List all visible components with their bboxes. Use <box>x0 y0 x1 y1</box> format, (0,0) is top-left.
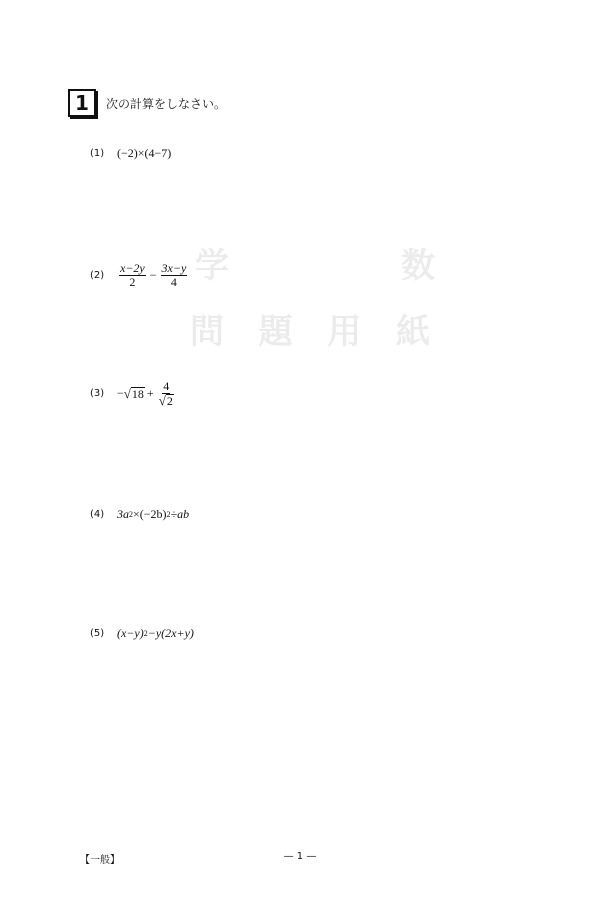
radical-sign: √ <box>123 385 131 401</box>
radicand: 18 <box>131 386 144 401</box>
fraction <box>161 262 188 288</box>
problem-label: (3) <box>90 388 105 400</box>
problem-label: (4) <box>90 509 105 520</box>
problem-expression: (−2)×(4−7) <box>117 146 172 160</box>
problem-label: (2) <box>90 269 105 281</box>
fraction <box>158 380 175 408</box>
fraction-numerator: 3x−y <box>161 261 187 275</box>
term: ÷ab <box>170 507 190 521</box>
question-number-box <box>68 89 96 117</box>
problem-4 <box>90 507 189 522</box>
watermark-char: 問 <box>190 312 224 352</box>
fraction-denominator <box>158 394 175 408</box>
exponent: 2 <box>143 629 148 638</box>
square-root <box>159 394 174 408</box>
term: 3a <box>117 507 129 521</box>
square-root <box>124 387 145 401</box>
fraction-numerator: x−2y <box>120 261 145 275</box>
problem-expression <box>117 507 189 522</box>
fraction-numerator: 4 <box>163 379 170 393</box>
problem-expression <box>117 626 194 641</box>
fraction <box>119 262 146 288</box>
term: ×(−2b) <box>133 507 167 521</box>
page-number: — 1 — <box>283 851 317 862</box>
problem-3 <box>90 380 177 408</box>
watermark-char: 題 <box>258 312 293 352</box>
problem-5 <box>90 626 194 641</box>
operator: + <box>146 386 154 401</box>
watermark-char: 数 <box>400 246 435 286</box>
watermark-char: 紙 <box>395 312 430 352</box>
exam-category-label: 【一般】 <box>80 855 120 866</box>
exponent: 2 <box>129 510 133 519</box>
fraction-denominator: 2 <box>129 274 136 289</box>
problem-expression <box>117 262 189 288</box>
fraction-denominator: 4 <box>170 274 177 289</box>
problem-2 <box>90 262 189 288</box>
problem-label: (5) <box>90 628 105 639</box>
leading-sign: − <box>117 386 124 401</box>
exponent: 2 <box>166 510 171 519</box>
watermark-char: 用 <box>327 312 362 352</box>
radical-sign: √ <box>158 392 166 408</box>
term: −y(2x+y) <box>147 626 194 640</box>
problem-expression <box>117 380 177 408</box>
question-instruction: 次の計算をしなさい。 <box>106 97 227 111</box>
watermark-bottom-row <box>190 304 430 353</box>
problem-1 <box>90 146 171 161</box>
radicand: 2 <box>166 393 173 408</box>
watermark-char: 学 <box>195 246 229 286</box>
operator: − <box>149 267 157 282</box>
term: (x−y) <box>117 626 144 640</box>
problem-label: (1) <box>90 148 105 159</box>
question-number: 1 <box>75 91 89 115</box>
watermark-top-row <box>195 238 435 287</box>
